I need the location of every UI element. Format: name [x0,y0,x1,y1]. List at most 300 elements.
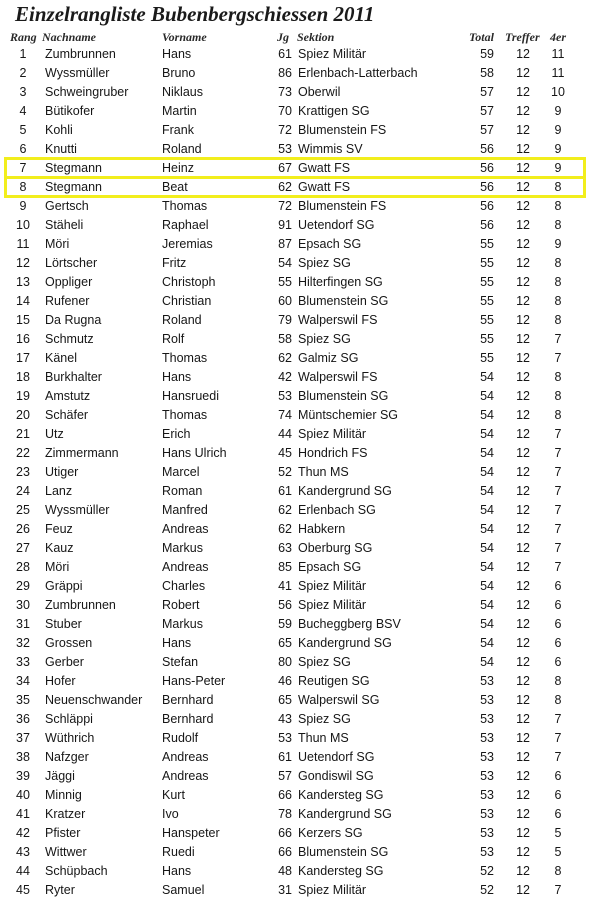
cell-vier: 7 [554,883,562,897]
cell-vorname: Andreas [162,560,209,574]
header-vorname: Vorname [162,30,207,44]
cell-vier: 7 [554,427,562,441]
cell-rang: 12 [16,256,30,270]
table-row [0,216,600,235]
cell-rang: 28 [16,560,30,574]
cell-treffer: 12 [516,275,530,289]
cell-vorname: Bernhard [162,712,214,726]
cell-vier: 9 [554,142,562,156]
cell-total: 53 [480,731,494,745]
cell-nachname: Kohli [45,123,73,137]
cell-total: 57 [480,123,494,137]
cell-sektion: Kandergrund SG [298,636,392,650]
cell-nachname: Stegmann [45,180,102,194]
cell-nachname: Feuz [45,522,73,536]
cell-treffer: 12 [516,180,530,194]
cell-treffer: 12 [516,807,530,821]
cell-jg: 65 [278,693,292,707]
cell-total: 56 [480,199,494,213]
cell-nachname: Gerber [45,655,84,669]
cell-sektion: Oberwil [298,85,341,99]
cell-nachname: Lörtscher [45,256,98,270]
table-row [0,862,600,881]
cell-sektion: Kandergrund SG [298,484,392,498]
header-vier: 4er [550,30,566,44]
cell-treffer: 12 [516,883,530,897]
cell-vorname: Fritz [162,256,187,270]
header-nachname: Nachname [42,30,96,44]
cell-vier: 7 [554,332,562,346]
cell-total: 53 [480,807,494,821]
cell-vorname: Niklaus [162,85,203,99]
cell-vier: 8 [554,275,562,289]
cell-total: 53 [480,826,494,840]
cell-treffer: 12 [516,598,530,612]
table-row [0,159,600,178]
cell-total: 54 [480,465,494,479]
cell-rang: 21 [16,427,30,441]
cell-total: 56 [480,218,494,232]
cell-nachname: Gräppi [45,579,83,593]
cell-nachname: Gertsch [45,199,89,213]
cell-jg: 58 [278,332,292,346]
cell-sektion: Kerzers SG [298,826,363,840]
cell-jg: 87 [278,237,292,251]
cell-nachname: Möri [45,560,70,574]
cell-total: 52 [480,883,494,897]
cell-sektion: Blumenstein SG [298,845,389,859]
cell-sektion: Thun MS [298,465,349,479]
cell-nachname: Utiger [45,465,79,479]
cell-jg: 67 [278,161,292,175]
cell-sektion: Oberburg SG [298,541,373,555]
cell-nachname: Zimmermann [45,446,119,460]
cell-total: 53 [480,750,494,764]
cell-vier: 7 [554,503,562,517]
cell-rang: 24 [16,484,30,498]
cell-vier: 8 [554,256,562,270]
cell-total: 54 [480,541,494,555]
cell-vier: 7 [554,465,562,479]
cell-sektion: Thun MS [298,731,349,745]
cell-treffer: 12 [516,66,530,80]
cell-jg: 66 [278,845,292,859]
cell-sektion: Krattigen SG [298,104,370,118]
cell-jg: 31 [278,883,292,897]
cell-nachname: Da Rugna [45,313,102,327]
cell-vorname: Raphael [162,218,209,232]
table-row [0,292,600,311]
cell-sektion: Bucheggberg BSV [298,617,401,631]
table-row [0,197,600,216]
cell-rang: 37 [16,731,30,745]
cell-jg: 74 [278,408,292,422]
table-row [0,83,600,102]
cell-rang: 36 [16,712,30,726]
cell-sektion: Blumenstein SG [298,294,389,308]
cell-vorname: Hans [162,370,192,384]
cell-vorname: Thomas [162,408,208,422]
cell-rang: 32 [16,636,30,650]
cell-vorname: Heinz [162,161,194,175]
cell-sektion: Kandergrund SG [298,807,392,821]
table-row [0,64,600,83]
cell-rang: 5 [19,123,27,137]
cell-total: 54 [480,427,494,441]
cell-vorname: Roman [162,484,203,498]
cell-vier: 8 [554,199,562,213]
table-row [0,748,600,767]
cell-sektion: Uetendorf SG [298,218,375,232]
cell-vier: 8 [554,389,562,403]
cell-vier: 11 [551,47,565,61]
cell-nachname: Nafzger [45,750,89,764]
cell-total: 54 [480,598,494,612]
table-row [0,843,600,862]
cell-vorname: Christian [162,294,212,308]
cell-vier: 6 [554,807,562,821]
cell-vier: 7 [554,560,562,574]
table-row [0,767,600,786]
cell-sektion: Reutigen SG [298,674,370,688]
cell-nachname: Grossen [45,636,93,650]
cell-jg: 65 [278,636,292,650]
cell-rang: 14 [16,294,30,308]
table-row [0,482,600,501]
cell-nachname: Wyssmüller [45,503,110,517]
cell-nachname: Bütikofer [45,104,95,118]
table-row [0,710,600,729]
cell-jg: 62 [278,503,292,517]
cell-jg: 44 [278,427,292,441]
cell-total: 55 [480,237,494,251]
cell-treffer: 12 [516,218,530,232]
cell-sektion: Walperswil SG [298,693,380,707]
header-sektion: Sektion [297,30,335,44]
cell-rang: 10 [16,218,30,232]
cell-vier: 6 [554,788,562,802]
cell-treffer: 12 [516,864,530,878]
table-row [0,273,600,292]
cell-vier: 11 [551,66,565,80]
cell-treffer: 12 [516,332,530,346]
cell-sektion: Spiez Militär [298,598,367,612]
cell-rang: 8 [19,180,27,194]
cell-rang: 22 [16,446,30,460]
cell-total: 56 [480,142,494,156]
cell-treffer: 12 [516,199,530,213]
cell-sektion: Habkern [298,522,346,536]
cell-nachname: Oppliger [45,275,93,289]
cell-nachname: Knutti [45,142,77,156]
cell-total: 53 [480,693,494,707]
cell-treffer: 12 [516,370,530,384]
cell-vorname: Bruno [162,66,196,80]
cell-total: 56 [480,180,494,194]
cell-treffer: 12 [516,845,530,859]
cell-total: 54 [480,636,494,650]
cell-rang: 35 [16,693,30,707]
page-title: Einzelrangliste Bubenbergschiessen 2011 [15,2,375,26]
cell-treffer: 12 [516,826,530,840]
cell-sektion: Uetendorf SG [298,750,375,764]
cell-treffer: 12 [516,769,530,783]
cell-vorname: Andreas [162,750,209,764]
cell-jg: 60 [278,294,292,308]
cell-vorname: Ruedi [162,845,195,859]
cell-vorname: Bernhard [162,693,214,707]
cell-vier: 8 [554,408,562,422]
cell-nachname: Stäheli [45,218,84,232]
cell-rang: 29 [16,579,30,593]
cell-vier: 8 [554,864,562,878]
cell-nachname: Stegmann [45,161,102,175]
cell-vier: 7 [554,541,562,555]
cell-nachname: Zumbrunnen [45,47,116,61]
cell-treffer: 12 [516,389,530,403]
cell-total: 52 [480,864,494,878]
cell-treffer: 12 [516,351,530,365]
table-row [0,368,600,387]
cell-sektion: Hilterfingen SG [298,275,383,289]
cell-nachname: Amstutz [45,389,91,403]
table-row [0,349,600,368]
header-jg: Jg [277,30,289,44]
cell-sektion: Spiez SG [298,712,351,726]
cell-vier: 9 [554,237,562,251]
cell-jg: 66 [278,788,292,802]
cell-vorname: Stefan [162,655,199,669]
cell-jg: 62 [278,351,292,365]
cell-nachname: Schläppi [45,712,93,726]
cell-vorname: Marcel [162,465,200,479]
cell-nachname: Pfister [45,826,81,840]
cell-treffer: 12 [516,104,530,118]
cell-nachname: Jäggi [45,769,75,783]
cell-total: 54 [480,655,494,669]
cell-total: 53 [480,788,494,802]
cell-treffer: 12 [516,503,530,517]
cell-total: 55 [480,275,494,289]
cell-rang: 16 [16,332,30,346]
cell-vier: 8 [554,218,562,232]
cell-treffer: 12 [516,636,530,650]
cell-vier: 8 [554,370,562,384]
cell-nachname: Stuber [45,617,82,631]
cell-rang: 3 [19,85,27,99]
cell-vorname: Samuel [162,883,205,897]
cell-rang: 9 [19,199,27,213]
cell-sektion: Erlenbach SG [298,503,376,517]
cell-sektion: Hondrich FS [298,446,368,460]
table-row [0,501,600,520]
cell-sektion: Erlenbach-Latterbach [298,66,418,80]
cell-vorname: Hanspeter [162,826,220,840]
table-row [0,881,600,900]
cell-jg: 73 [278,85,292,99]
cell-vier: 8 [554,294,562,308]
cell-rang: 38 [16,750,30,764]
cell-sektion: Spiez SG [298,655,351,669]
cell-vier: 9 [554,104,562,118]
cell-total: 54 [480,408,494,422]
cell-jg: 42 [278,370,292,384]
cell-total: 54 [480,484,494,498]
cell-treffer: 12 [516,142,530,156]
table-row [0,387,600,406]
cell-jg: 91 [278,218,292,232]
cell-sektion: Spiez Militär [298,579,367,593]
header-rang: Rang [10,30,37,44]
table-row [0,653,600,672]
table-row [0,406,600,425]
cell-total: 54 [480,617,494,631]
cell-total: 53 [480,845,494,859]
cell-jg: 63 [278,541,292,555]
cell-nachname: Ryter [45,883,75,897]
cell-total: 57 [480,85,494,99]
header-treffer: Treffer [505,30,540,44]
cell-treffer: 12 [516,237,530,251]
cell-vorname: Martin [162,104,197,118]
cell-treffer: 12 [516,408,530,422]
cell-vorname: Hansruedi [162,389,219,403]
cell-vier: 8 [554,674,562,688]
cell-rang: 23 [16,465,30,479]
cell-vier: 6 [554,655,562,669]
cell-nachname: Zumbrunnen [45,598,116,612]
cell-vorname: Kurt [162,788,185,802]
cell-vorname: Hans [162,47,192,61]
cell-vorname: Hans Ulrich [162,446,227,460]
cell-vier: 9 [554,123,562,137]
table-row [0,615,600,634]
cell-jg: 53 [278,142,292,156]
cell-jg: 79 [278,313,292,327]
cell-rang: 39 [16,769,30,783]
cell-jg: 48 [278,864,292,878]
cell-sektion: Kandersteg SG [298,788,384,802]
table-row [0,824,600,843]
cell-vorname: Charles [162,579,206,593]
cell-total: 54 [480,522,494,536]
cell-total: 54 [480,446,494,460]
cell-vier: 5 [554,845,562,859]
cell-treffer: 12 [516,85,530,99]
cell-treffer: 12 [516,731,530,745]
cell-nachname: Kratzer [45,807,86,821]
cell-jg: 46 [278,674,292,688]
cell-rang: 26 [16,522,30,536]
cell-nachname: Minnig [45,788,82,802]
cell-total: 54 [480,579,494,593]
cell-rang: 34 [16,674,30,688]
cell-vorname: Hans [162,636,192,650]
cell-jg: 53 [278,731,292,745]
cell-vier: 7 [554,522,562,536]
cell-vorname: Christoph [162,275,216,289]
cell-nachname: Schweingruber [45,85,129,99]
cell-nachname: Wyssmüller [45,66,110,80]
cell-nachname: Neuenschwander [45,693,143,707]
cell-total: 53 [480,712,494,726]
cell-nachname: Möri [45,237,70,251]
table-row [0,425,600,444]
cell-jg: 72 [278,199,292,213]
cell-sektion: Blumenstein SG [298,389,389,403]
cell-rang: 4 [19,104,27,118]
cell-vorname: Manfred [162,503,208,517]
table-row [0,235,600,254]
cell-sektion: Gwatt FS [298,180,351,194]
cell-jg: 57 [278,769,292,783]
table-row [0,520,600,539]
cell-total: 53 [480,674,494,688]
cell-vier: 7 [554,712,562,726]
cell-treffer: 12 [516,712,530,726]
table-row [0,102,600,121]
cell-sektion: Walperswil FS [298,313,378,327]
cell-treffer: 12 [516,655,530,669]
cell-treffer: 12 [516,750,530,764]
cell-rang: 45 [16,883,30,897]
cell-sektion: Walperswil FS [298,370,378,384]
table-row [0,140,600,159]
cell-nachname: Schüpbach [45,864,108,878]
cell-sektion: Spiez SG [298,256,351,270]
cell-sektion: Blumenstein FS [298,199,387,213]
cell-vorname: Markus [162,541,203,555]
cell-rang: 17 [16,351,30,365]
cell-rang: 13 [16,275,30,289]
cell-sektion: Gondiswil SG [298,769,374,783]
cell-vorname: Ivo [162,807,179,821]
cell-total: 55 [480,256,494,270]
cell-vier: 8 [554,313,562,327]
cell-treffer: 12 [516,788,530,802]
cell-jg: 70 [278,104,292,118]
header-total: Total [469,30,494,44]
cell-jg: 52 [278,465,292,479]
cell-sektion: Blumenstein FS [298,123,387,137]
cell-jg: 80 [278,655,292,669]
cell-rang: 6 [19,142,27,156]
cell-rang: 19 [16,389,30,403]
cell-jg: 43 [278,712,292,726]
cell-rang: 42 [16,826,30,840]
cell-vorname: Rolf [162,332,185,346]
cell-treffer: 12 [516,446,530,460]
cell-treffer: 12 [516,522,530,536]
cell-rang: 1 [19,47,27,61]
cell-total: 53 [480,769,494,783]
cell-rang: 20 [16,408,30,422]
cell-total: 56 [480,161,494,175]
cell-vier: 8 [554,693,562,707]
cell-vorname: Markus [162,617,203,631]
cell-rang: 33 [16,655,30,669]
cell-total: 58 [480,66,494,80]
cell-vorname: Erich [162,427,191,441]
cell-vorname: Andreas [162,769,209,783]
cell-jg: 86 [278,66,292,80]
cell-rang: 41 [16,807,30,821]
cell-nachname: Wittwer [45,845,87,859]
cell-vier: 8 [554,180,562,194]
cell-rang: 11 [16,237,30,251]
cell-vorname: Jeremias [162,237,213,251]
cell-treffer: 12 [516,161,530,175]
